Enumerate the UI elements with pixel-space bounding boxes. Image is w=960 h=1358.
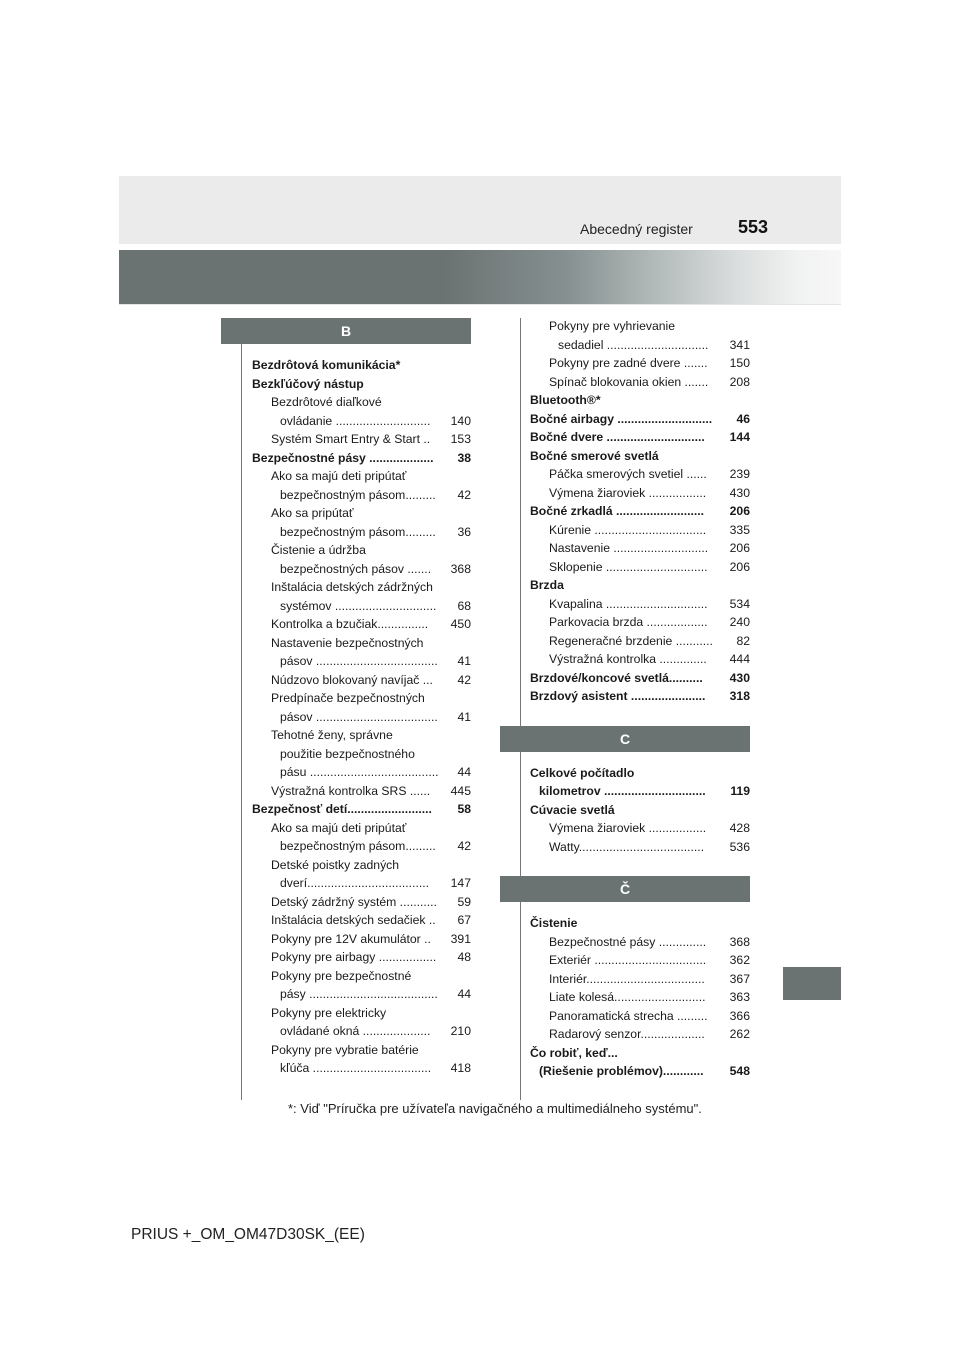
index-entry	[252, 1022, 471, 1041]
index-entry-term: Výmena žiaroviek .................	[549, 485, 707, 500]
index-entry	[252, 874, 471, 893]
index-entry-term: Nastavenie bezpečnostných	[271, 635, 424, 650]
index-entry-term: Výstražná kontrolka ..............	[549, 652, 707, 666]
index-entry-term: ovládané okná ....................	[280, 1024, 431, 1038]
index-entry-term: sedadiel ..............................	[558, 337, 709, 352]
index-entry-page: 335	[729, 522, 750, 537]
index-entry-term: Bezpečnostné pásy ...................	[252, 450, 434, 465]
index-entry-page: 262	[729, 1027, 750, 1041]
index-entry	[530, 782, 750, 801]
index-entry	[530, 558, 750, 577]
index-entry-term: dverí....................................	[280, 876, 429, 890]
index-entry-page: 208	[729, 374, 750, 389]
index-entry-term: Kvapalina ..............................	[549, 596, 708, 611]
index-entry	[252, 671, 471, 690]
index-entry-term: Pokyny pre elektricky	[271, 1005, 387, 1020]
index-entry-term: Výmena žiaroviek .................	[549, 821, 707, 835]
index-entry-term: Spínač blokovania okien .......	[549, 374, 709, 389]
index-entry-page: 428	[729, 821, 750, 835]
index-entry-term: Čistenie	[530, 916, 578, 930]
index-entry	[530, 914, 750, 933]
index-entry-page: 206	[729, 541, 750, 555]
index-entry-term: Detské poistky zadných	[271, 857, 400, 872]
index-entry	[252, 782, 471, 801]
index-entry-page: 534	[729, 596, 750, 611]
index-entry-term: bezpečnostných pásov .......	[280, 561, 432, 576]
index-entry-term: Bezdrôtové diaľkové	[271, 395, 382, 409]
index-entry-term: Bezdrôtová komunikácia*	[252, 358, 401, 372]
index-entry-term: Brzdové/koncové svetlá..........	[530, 670, 703, 685]
index-entry-page: 119	[730, 784, 750, 798]
index-entry-page: 391	[450, 931, 471, 946]
page-number: 553	[738, 217, 769, 237]
index-entry-page: 368	[450, 561, 471, 576]
index-entry-term: Bočné dvere .............................	[530, 430, 705, 444]
index-column-left	[221, 314, 471, 1078]
index-entry	[530, 336, 750, 355]
band-divider	[119, 304, 841, 305]
index-entry-term: kľúča ...................................	[280, 1061, 432, 1075]
index-entry	[530, 576, 750, 595]
index-entry-page: 210	[450, 1024, 471, 1038]
index-entry	[252, 911, 471, 930]
index-entry-page: 42	[457, 839, 471, 853]
index-entry	[252, 708, 471, 727]
index-entry	[530, 539, 750, 558]
letter-header-b: B	[221, 318, 471, 344]
index-entry-term: Ako sa majú deti pripútať	[271, 469, 407, 483]
index-entry-term: bezpečnostným pásom.........	[280, 839, 436, 853]
index-entry	[252, 948, 471, 967]
index-entry	[530, 933, 750, 952]
index-entry-page: 46	[736, 411, 750, 426]
index-entry-page: 144	[729, 430, 750, 444]
index-entry	[252, 837, 471, 856]
index-entry-term: Brzdový asistent ......................	[530, 689, 706, 703]
index-entry-term: Kúrenie .................................	[549, 522, 707, 537]
index-entry-term: Pokyny pre zadné dvere .......	[549, 356, 708, 370]
index-entry-term: Núdzovo blokovaný navíjač ...	[271, 672, 433, 687]
index-entry-term: systémov ..............................	[280, 598, 437, 613]
index-entry-term: Celkové počítadlo	[530, 765, 635, 780]
index-entry	[252, 375, 471, 394]
index-entry-page: 239	[729, 467, 750, 481]
index-entry-term: ovládanie ............................	[280, 413, 431, 428]
index-entry-term: Sklopenie ..............................	[549, 559, 708, 574]
index-entry-term: Detský zádržný systém ...........	[271, 894, 437, 909]
index-entry-page: 44	[457, 987, 471, 1001]
footer-code: PRIUS +_OM_OM47D30SK_(EE)	[131, 1226, 365, 1243]
index-entry-term: Ako sa majú deti pripútať	[271, 820, 407, 835]
index-entry	[252, 652, 471, 671]
index-entry-page: 450	[450, 617, 471, 631]
index-entry	[252, 449, 471, 468]
index-entry	[252, 412, 471, 431]
index-entry	[252, 560, 471, 579]
index-entry-term: Čo robiť, keď...	[530, 1045, 618, 1060]
index-entry-page: 444	[729, 652, 750, 666]
index-entry-page: 318	[729, 689, 750, 703]
index-entry-page: 41	[457, 709, 471, 724]
letter-header-c: C	[500, 726, 750, 752]
index-entry	[530, 410, 750, 429]
index-entry-term: Parkovacia brzda ..................	[549, 615, 708, 629]
index-entry	[252, 893, 471, 912]
index-entry-page: 367	[729, 971, 750, 986]
index-entry	[252, 800, 471, 819]
footnote: *: Viď "Príručka pre užívateľa navigačného a multimediálneho systému".	[288, 1101, 702, 1116]
index-entry	[530, 669, 750, 688]
index-list-c	[500, 764, 750, 857]
index-entry	[252, 1041, 471, 1060]
index-entry	[252, 486, 471, 505]
index-entry-term: Brzda	[530, 578, 564, 592]
index-entry-term: Tehotné ženy, správne	[271, 728, 393, 742]
index-entry-page: 362	[729, 953, 750, 967]
index-entry	[252, 615, 471, 634]
index-entry-page: 206	[729, 559, 750, 574]
index-entry-term: (Riešenie problémov)............	[539, 1064, 704, 1078]
index-entry	[530, 1025, 750, 1044]
index-entry-term: Ako sa pripútať	[271, 506, 354, 520]
index-entry	[252, 745, 471, 764]
index-entry-term: Páčka smerových svetiel ......	[549, 467, 707, 481]
index-entry-page: 147	[450, 876, 471, 890]
index-entry-term: Bluetooth®*	[530, 393, 601, 407]
index-entry-term: Pokyny pre bezpečnostné	[271, 968, 412, 983]
index-entry	[530, 1044, 750, 1063]
index-entry	[530, 521, 750, 540]
index-entry	[252, 1004, 471, 1023]
index-entry-term: použitie bezpečnostného	[280, 746, 415, 761]
index-entry-term: bezpečnostným pásom.........	[280, 487, 436, 502]
index-entry-term: pásov ....................................	[280, 709, 438, 724]
index-entry-page: 548	[729, 1064, 750, 1078]
index-entry	[530, 970, 750, 989]
index-entry	[252, 763, 471, 782]
index-entry	[252, 1059, 471, 1078]
index-entry-term: pásu ......................................	[280, 765, 439, 779]
index-entry	[252, 819, 471, 838]
index-entry-page: 368	[729, 934, 750, 949]
index-entry-page: 140	[450, 413, 471, 428]
index-entry-term: Inštalácia detských sedačiek ..	[271, 913, 436, 927]
index-entry	[252, 597, 471, 616]
index-entry	[530, 764, 750, 783]
index-entry	[530, 1062, 750, 1081]
index-entry	[530, 447, 750, 466]
index-entry	[530, 632, 750, 651]
index-entry	[530, 1007, 750, 1026]
index-entry	[530, 354, 750, 373]
index-entry-page: 82	[736, 633, 750, 648]
index-entry-page: 366	[729, 1008, 750, 1023]
index-entry	[252, 541, 471, 560]
index-entry-term: Predpínače bezpečnostných	[271, 691, 425, 705]
index-entry-term: Nastavenie ............................	[549, 541, 709, 555]
index-entry	[252, 523, 471, 542]
index-entry	[252, 689, 471, 708]
index-entry-term: Pokyny pre 12V akumulátor ..	[271, 931, 431, 946]
index-entry	[252, 930, 471, 949]
index-entry-term: Pokyny pre vyhrievanie	[549, 319, 675, 333]
index-entry-term: Kontrolka a bzučiak...............	[271, 617, 429, 631]
index-entry-page: 68	[457, 598, 471, 613]
header-band	[119, 176, 841, 244]
index-entry-page: 58	[457, 802, 471, 816]
index-entry-page: 44	[457, 765, 471, 779]
index-entry	[530, 317, 750, 336]
index-entry-page: 445	[450, 783, 471, 798]
index-entry	[252, 726, 471, 745]
index-entry-page: 206	[729, 504, 750, 518]
index-entry	[252, 634, 471, 653]
index-entry	[530, 595, 750, 614]
index-entry-term: Bezkľúčový nástup	[252, 376, 364, 391]
index-entry	[530, 988, 750, 1007]
index-entry-page: 430	[729, 485, 750, 500]
index-entry-page: 67	[457, 913, 471, 927]
index-entry	[252, 504, 471, 523]
index-entry-page: 430	[729, 670, 750, 685]
index-entry-term: Bočné airbagy ............................	[530, 411, 713, 426]
index-entry-term: Regeneračné brzdenie ...........	[549, 633, 713, 648]
header-title: Abecedný register	[580, 221, 693, 237]
index-entry-page: 36	[457, 524, 471, 539]
index-entry	[530, 951, 750, 970]
chapter-tab	[783, 967, 841, 1000]
index-entry-term: Inštalácia detských zádržných	[271, 580, 433, 594]
index-entry-page: 363	[729, 990, 750, 1004]
index-entry	[530, 502, 750, 521]
index-entry-page: 150	[729, 356, 750, 370]
index-entry-term: kilometrov ..............................	[539, 784, 706, 798]
index-entry-term: Systém Smart Entry & Start ..	[271, 432, 431, 446]
index-entry-term: pásy ......................................	[280, 987, 438, 1001]
index-entry-page: 240	[729, 615, 750, 629]
index-entry	[530, 484, 750, 503]
index-entry-term: Liate kolesá...........................	[549, 990, 706, 1004]
index-entry	[252, 578, 471, 597]
index-column-right	[500, 317, 750, 1081]
index-entry-term: Exteriér .................................	[549, 953, 707, 967]
index-entry-page: 38	[457, 450, 471, 465]
index-entry	[530, 838, 750, 857]
index-entry-term: Watty.....................................	[549, 839, 705, 854]
index-entry-term: Bočné zrkadlá ..........................	[530, 504, 705, 518]
index-entry	[530, 465, 750, 484]
index-entry	[530, 801, 750, 820]
index-entry	[530, 428, 750, 447]
index-entry-term: pásov ....................................	[280, 654, 438, 668]
index-entry-page: 42	[457, 487, 471, 502]
index-entry	[530, 819, 750, 838]
gradient-band	[119, 250, 841, 304]
index-entry	[252, 430, 471, 449]
index-entry-term: Pokyny pre airbagy .................	[271, 950, 437, 964]
index-entry-page: 48	[457, 950, 471, 964]
index-entry-term: Bočné smerové svetlá	[530, 448, 659, 463]
index-entry-term: Bezpečnosť detí.........................	[252, 802, 432, 816]
index-entry-page: 153	[450, 432, 471, 446]
index-entry-page: 41	[457, 654, 471, 668]
letter-header-c-caron: Č	[500, 876, 750, 902]
index-entry	[252, 967, 471, 986]
index-entry-term: Cúvacie svetlá	[530, 802, 615, 817]
index-entry-term: Interiér...................................	[549, 971, 705, 986]
index-entry	[252, 856, 471, 875]
index-entry	[252, 985, 471, 1004]
index-entry-page: 59	[457, 894, 471, 909]
index-entry	[530, 650, 750, 669]
index-list-c-caron	[500, 914, 750, 1081]
index-entry-term: Pokyny pre vybratie batérie	[271, 1042, 419, 1057]
index-entry-page: 418	[450, 1061, 471, 1075]
index-entry	[530, 687, 750, 706]
index-entry-term: Výstražná kontrolka SRS ......	[271, 783, 431, 798]
index-entry-page: 42	[457, 672, 471, 687]
index-list-b	[221, 356, 471, 1078]
index-entry-page: 536	[729, 839, 750, 854]
index-entry-term: Čistenie a údržba	[271, 543, 366, 557]
index-entry	[252, 356, 471, 375]
index-entry-page: 341	[729, 337, 750, 352]
index-entry-term: Radarový senzor...................	[549, 1027, 705, 1041]
index-list-b-cont	[500, 317, 750, 706]
index-entry	[252, 393, 471, 412]
index-entry-term: bezpečnostným pásom.........	[280, 524, 436, 539]
index-entry	[530, 391, 750, 410]
index-entry-term: Bezpečnostné pásy ..............	[549, 934, 707, 949]
index-entry	[252, 467, 471, 486]
index-entry-term: Panoramatická strecha .........	[549, 1008, 708, 1023]
index-entry	[530, 613, 750, 632]
index-entry	[530, 373, 750, 392]
